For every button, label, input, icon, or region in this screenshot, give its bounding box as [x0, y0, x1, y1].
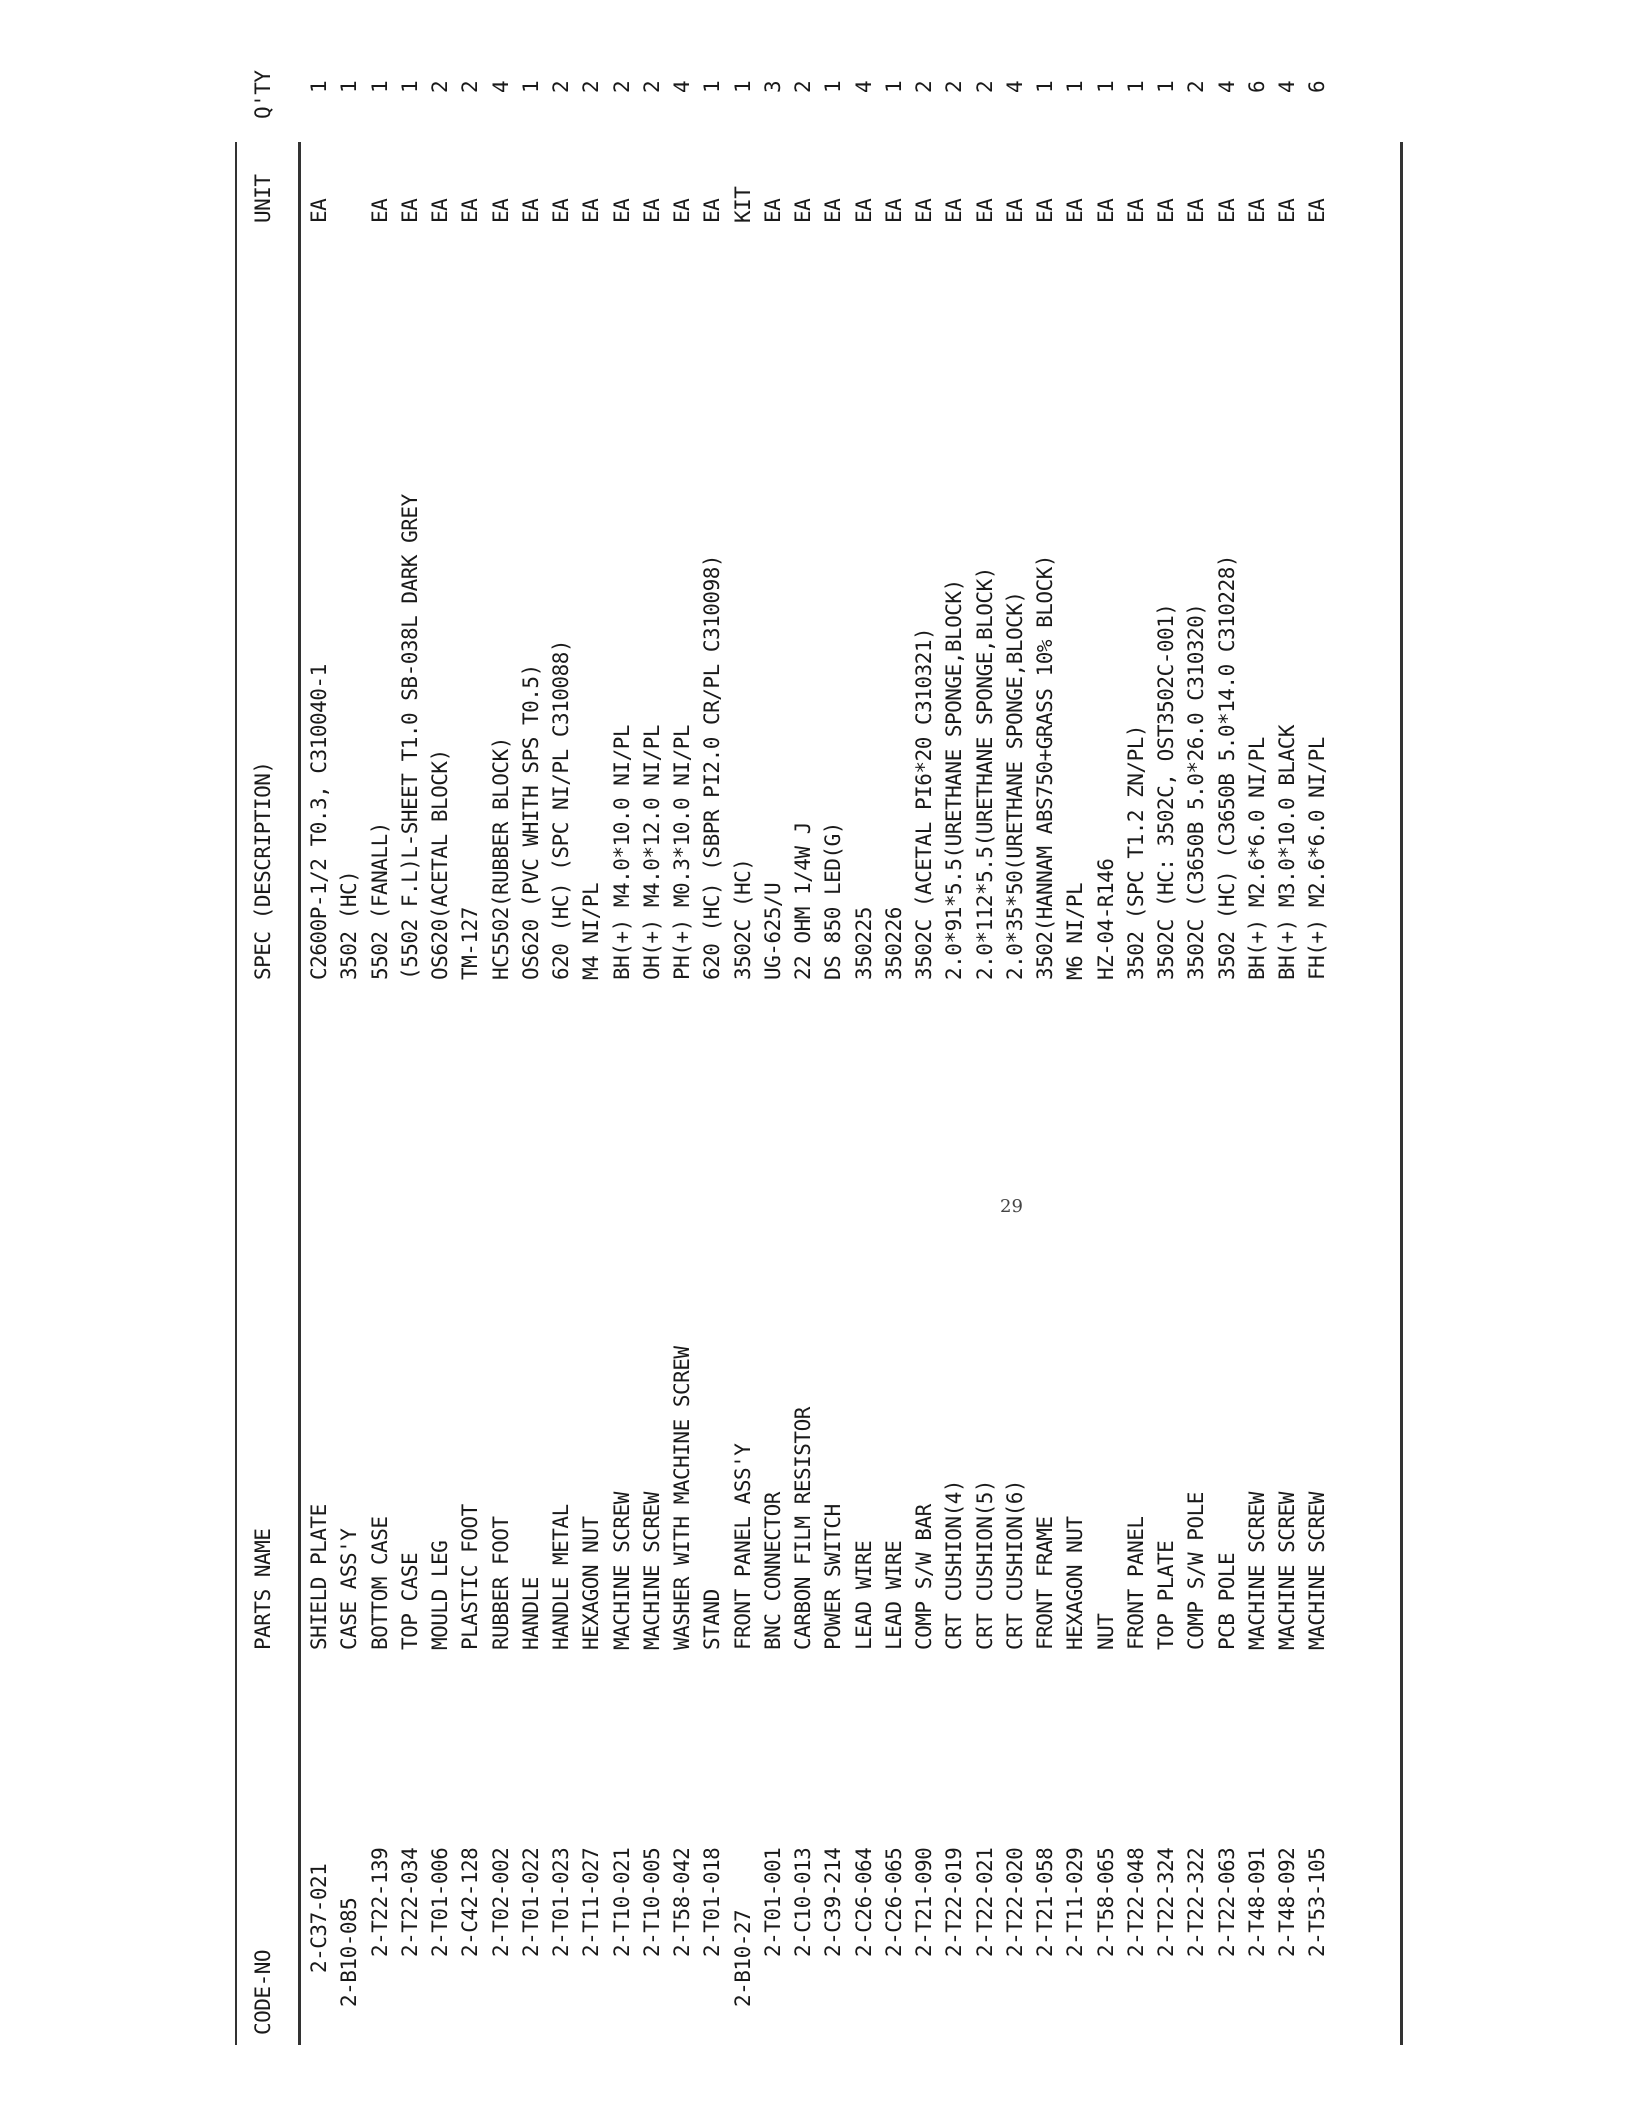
header-parts-name: PARTS NAME — [251, 1528, 275, 1650]
table-row — [576, 80, 606, 2045]
spec-cell: 620 (HC) (SBPR PI2.0 CR/PL C310098) — [700, 554, 725, 980]
parts-name-cell: BNC CONNECTOR — [760, 1492, 785, 1650]
qty-cell: 1 — [881, 80, 906, 93]
qty-cell: 2 — [458, 80, 483, 93]
code-no-cell: 2-T22-324 — [1154, 1847, 1178, 1957]
code-no-cell: 2-T01-023 — [549, 1847, 573, 1957]
parts-name-cell: MOULD LEG — [428, 1540, 452, 1650]
table-row — [425, 80, 455, 2045]
qty-cell: 1 — [821, 80, 846, 93]
spec-cell: 620 (HC) (SPC NI/PL C310088) — [549, 639, 573, 980]
qty-cell: 1 — [1123, 80, 1148, 93]
spec-cell: BH(+) M4.0*10.0 NI/PL — [609, 724, 634, 980]
parts-name-cell: MACHINE SCREW — [639, 1492, 664, 1650]
parts-name-cell: MACHINE SCREW — [1275, 1492, 1299, 1650]
table-row — [1212, 80, 1242, 2045]
qty-cell: 2 — [549, 80, 573, 93]
header-unit: UNIT — [251, 174, 275, 223]
table-row — [1242, 80, 1272, 2045]
code-no-cell: 2-T21-058 — [1033, 1847, 1057, 1957]
parts-name-cell: HEXAGON NUT — [579, 1516, 604, 1650]
unit-cell: EA — [670, 198, 694, 223]
table-row — [788, 80, 818, 2045]
spec-cell: 5502 (FANALL) — [367, 822, 392, 980]
unit-cell: EA — [458, 198, 483, 223]
parts-name-cell: COMP S/W POLE — [1184, 1492, 1209, 1650]
spec-cell: BH(+) M2.6*6.0 NI/PL — [1244, 737, 1269, 980]
unit-cell: EA — [428, 198, 452, 223]
table-row — [909, 80, 939, 2045]
spec-cell: FH(+) M2.6*6.0 NI/PL — [1305, 737, 1330, 980]
spec-cell: OS620 (PVC WHITH SPS T0.5) — [518, 664, 543, 980]
table-row — [1000, 80, 1030, 2045]
parts-name-cell: HANDLE — [518, 1577, 543, 1650]
table-row — [1181, 80, 1211, 2045]
code-no-cell: 2-T21-090 — [912, 1847, 936, 1957]
unit-cell: KIT — [730, 186, 755, 223]
qty-cell: 1 — [337, 80, 362, 93]
parts-name-cell: MACHINE SCREW — [1305, 1492, 1330, 1650]
table-row — [546, 80, 576, 2045]
spec-cell: 3502 (HC) (C3650B 5.0*14.0 C310228) — [1214, 554, 1239, 980]
spec-cell: 350225 — [851, 907, 876, 980]
code-no-cell: 2-T58-042 — [670, 1847, 694, 1957]
qty-cell: 1 — [518, 80, 543, 93]
unit-cell: EA — [700, 198, 725, 223]
spec-cell: C2600P-1/2 T0.3, C310040-1 — [307, 664, 331, 980]
qty-cell: 1 — [1033, 80, 1057, 93]
top-rule — [235, 142, 237, 2045]
parts-name-cell: TOP PLATE — [1154, 1540, 1178, 1650]
spec-cell: 3502(HANNAM ABS750+GRASS 10% BLOCK) — [1033, 554, 1057, 980]
parts-name-cell: CARBON FILM RESISTOR — [791, 1407, 815, 1650]
table-row — [818, 80, 848, 2045]
table-row — [1091, 80, 1121, 2045]
code-no-cell: 2-T22-063 — [1214, 1847, 1239, 1957]
qty-cell: 2 — [428, 80, 452, 93]
unit-cell: EA — [1154, 198, 1178, 223]
code-no-cell: 2-C10-013 — [791, 1847, 815, 1957]
table-row — [1302, 80, 1332, 2045]
spec-cell: 22 OHM 1/4W J — [791, 822, 815, 980]
table-row — [758, 80, 788, 2045]
unit-cell: EA — [1123, 198, 1148, 223]
table-row — [1121, 80, 1151, 2045]
table-row — [637, 80, 667, 2045]
code-no-cell: 2-T48-092 — [1275, 1847, 1299, 1957]
spec-cell: 3502C (ACETAL PI6*20 C310321) — [912, 627, 936, 980]
table-row — [879, 80, 909, 2045]
qty-cell: 3 — [760, 80, 785, 93]
spec-cell: M4 NI/PL — [579, 882, 604, 980]
qty-cell: 2 — [609, 80, 634, 93]
code-no-cell: 2-C26-065 — [881, 1847, 906, 1957]
qty-cell: 4 — [1275, 80, 1299, 93]
unit-cell: EA — [942, 198, 967, 223]
parts-table-body — [304, 80, 1333, 2045]
spec-cell: 3502C (HC: 3502C, OST3502C-001) — [1154, 603, 1178, 980]
page-number: 29 — [1000, 1196, 1023, 1217]
code-no-cell: 2-B10-085 — [337, 1897, 362, 2007]
parts-list-sheet — [232, 70, 1405, 2045]
unit-cell: EA — [1184, 198, 1209, 223]
qty-cell: 1 — [1063, 80, 1088, 93]
code-no-cell: 2-T01-001 — [760, 1847, 785, 1957]
qty-cell: 1 — [307, 80, 331, 93]
parts-name-cell: FRONT PANEL ASS'Y — [730, 1443, 755, 1650]
unit-cell: EA — [881, 198, 906, 223]
parts-name-cell: BOTTOM CASE — [367, 1516, 392, 1650]
spec-cell: HZ-04-R146 — [1093, 858, 1118, 980]
parts-name-cell: RUBBER FOOT — [488, 1516, 513, 1650]
unit-cell: EA — [1002, 198, 1027, 223]
parts-name-cell: CRT CUSHION(6) — [1002, 1479, 1027, 1650]
qty-cell: 2 — [791, 80, 815, 93]
qty-cell: 2 — [579, 80, 604, 93]
code-no-cell: 2-T53-105 — [1305, 1847, 1330, 1957]
spec-cell: OH(+) M4.0*12.0 NI/PL — [639, 724, 664, 980]
unit-cell: EA — [639, 198, 664, 223]
spec-cell: 2.0*35*50(URETHANE SPONGE,BLOCK) — [1002, 591, 1027, 980]
unit-cell: EA — [1033, 198, 1057, 223]
spec-cell: PH(+) M0.3*10.0 NI/PL — [670, 724, 694, 980]
bottom-rule — [1400, 142, 1403, 2045]
spec-cell: DS 850 LED(G) — [821, 822, 846, 980]
qty-cell: 1 — [700, 80, 725, 93]
spec-cell: TM-127 — [458, 907, 483, 980]
code-no-cell: 2-C37-021 — [307, 1863, 331, 1973]
table-row — [1151, 80, 1181, 2045]
header-spec-description: SPEC (DESCRIPTION) — [251, 761, 275, 980]
table-row — [667, 80, 697, 2045]
table-row — [939, 80, 969, 2045]
qty-cell: 2 — [912, 80, 936, 93]
table-row — [970, 80, 1000, 2045]
parts-name-cell: LEAD WIRE — [851, 1540, 876, 1650]
table-row — [849, 80, 879, 2045]
spec-cell: BH(+) M3.0*10.0 BLACK — [1275, 724, 1299, 980]
spec-cell: (5502 F.L)L-SHEET T1.0 SB-038L DARK GREY — [397, 494, 422, 980]
table-row — [304, 80, 334, 2045]
parts-name-cell: STAND — [700, 1589, 725, 1650]
parts-name-cell: PCB POLE — [1214, 1552, 1239, 1650]
code-no-cell: 2-C39-214 — [821, 1847, 846, 1957]
unit-cell: EA — [821, 198, 846, 223]
unit-cell: EA — [488, 198, 513, 223]
code-no-cell: 2-T01-018 — [700, 1847, 725, 1957]
code-no-cell: 2-T22-139 — [367, 1847, 392, 1957]
unit-cell: EA — [367, 198, 392, 223]
qty-cell: 4 — [1002, 80, 1027, 93]
code-no-cell: 2-T02-002 — [488, 1847, 513, 1957]
code-no-cell: 2-B10-27 — [730, 1909, 755, 2007]
unit-cell: EA — [1244, 198, 1269, 223]
table-row — [516, 80, 546, 2045]
code-no-cell: 2-T48-091 — [1244, 1847, 1269, 1957]
parts-name-cell: CRT CUSHION(5) — [972, 1479, 997, 1650]
code-no-cell: 2-T22-020 — [1002, 1847, 1027, 1957]
code-no-cell: 2-T58-065 — [1093, 1847, 1118, 1957]
unit-cell: EA — [1305, 198, 1330, 223]
spec-cell: HC5502(RUBBER BLOCK) — [488, 737, 513, 980]
unit-cell: EA — [791, 198, 815, 223]
qty-cell: 6 — [1305, 80, 1330, 93]
spec-cell: 2.0*91*5.5(URETHANE SPONGE,BLOCK) — [942, 579, 967, 980]
spec-cell: OS620(ACETAL BLOCK) — [428, 749, 452, 980]
qty-cell: 1 — [1093, 80, 1118, 93]
qty-cell: 6 — [1244, 80, 1269, 93]
qty-cell: 1 — [367, 80, 392, 93]
qty-cell: 1 — [1154, 80, 1178, 93]
unit-cell: EA — [912, 198, 936, 223]
code-no-cell: 2-T22-322 — [1184, 1847, 1209, 1957]
parts-name-cell: HANDLE METAL — [549, 1504, 573, 1650]
unit-cell: EA — [579, 198, 604, 223]
qty-cell: 2 — [942, 80, 967, 93]
parts-name-cell: CRT CUSHION(4) — [942, 1479, 967, 1650]
unit-cell: EA — [549, 198, 573, 223]
table-row — [334, 80, 364, 2045]
parts-name-cell: HEXAGON NUT — [1063, 1516, 1088, 1650]
table-row — [607, 80, 637, 2045]
header-rule — [298, 142, 301, 2045]
table-row — [365, 80, 395, 2045]
code-no-cell: 2-C26-064 — [851, 1847, 876, 1957]
code-no-cell: 2-T10-005 — [639, 1847, 664, 1957]
qty-cell: 4 — [851, 80, 876, 93]
spec-cell: 3502C (HC) — [730, 858, 755, 980]
parts-name-cell: MACHINE SCREW — [609, 1492, 634, 1650]
table-row — [1030, 80, 1060, 2045]
spec-cell: 2.0*112*5.5(URETHANE SPONGE,BLOCK) — [972, 567, 997, 980]
code-no-cell: 2-T01-022 — [518, 1847, 543, 1957]
spec-cell: 3502 (HC) — [337, 870, 362, 980]
qty-cell: 2 — [972, 80, 997, 93]
spec-cell: 3502 (SPC T1.2 ZN/PL) — [1123, 724, 1148, 980]
header-qty: Q'TY — [251, 70, 275, 119]
qty-cell: 2 — [1184, 80, 1209, 93]
qty-cell: 4 — [670, 80, 694, 93]
parts-name-cell: NUT — [1093, 1613, 1118, 1650]
parts-name-cell: COMP S/W BAR — [912, 1504, 936, 1650]
code-no-cell: 2-T22-048 — [1123, 1847, 1148, 1957]
parts-name-cell: CASE ASS'Y — [337, 1528, 362, 1650]
table-row — [486, 80, 516, 2045]
unit-cell: EA — [1093, 198, 1118, 223]
spec-cell: 3502C (C3650B 5.0*26.0 C310320) — [1184, 603, 1209, 980]
unit-cell: EA — [397, 198, 422, 223]
qty-cell: 1 — [397, 80, 422, 93]
parts-name-cell: WASHER WITH MACHINE SCREW — [670, 1346, 694, 1650]
code-no-cell: 2-T22-021 — [972, 1847, 997, 1957]
table-row — [697, 80, 727, 2045]
parts-name-cell: TOP CASE — [397, 1552, 422, 1650]
parts-name-cell: SHIELD PLATE — [307, 1504, 331, 1650]
code-no-cell: 2-T11-029 — [1063, 1847, 1088, 1957]
code-no-cell: 2-T01-006 — [428, 1847, 452, 1957]
unit-cell: EA — [972, 198, 997, 223]
qty-cell: 2 — [639, 80, 664, 93]
header-code-no: CODE-NO — [251, 1949, 275, 2035]
parts-name-cell: MACHINE SCREW — [1244, 1492, 1269, 1650]
unit-cell: EA — [518, 198, 543, 223]
qty-cell: 4 — [488, 80, 513, 93]
spec-cell: 350226 — [881, 907, 906, 980]
parts-name-cell: LEAD WIRE — [881, 1540, 906, 1650]
table-row — [728, 80, 758, 2045]
parts-name-cell: PLASTIC FOOT — [458, 1504, 483, 1650]
code-no-cell: 2-T11-027 — [579, 1847, 604, 1957]
parts-name-cell: FRONT PANEL — [1123, 1516, 1148, 1650]
unit-cell: EA — [760, 198, 785, 223]
unit-cell: EA — [1214, 198, 1239, 223]
unit-cell: EA — [609, 198, 634, 223]
table-row — [1060, 80, 1090, 2045]
unit-cell: EA — [851, 198, 876, 223]
table-row — [395, 80, 425, 2045]
qty-cell: 4 — [1214, 80, 1239, 93]
unit-cell: EA — [307, 198, 331, 223]
table-row — [455, 80, 485, 2045]
spec-cell: UG-625/U — [760, 882, 785, 980]
code-no-cell: 2-T10-021 — [609, 1847, 634, 1957]
code-no-cell: 2-T22-019 — [942, 1847, 967, 1957]
code-no-cell: 2-C42-128 — [458, 1847, 483, 1957]
parts-name-cell: POWER SWITCH — [821, 1504, 846, 1650]
unit-cell: EA — [1275, 198, 1299, 223]
table-row — [1272, 80, 1302, 2045]
spec-cell: M6 NI/PL — [1063, 882, 1088, 980]
code-no-cell: 2-T22-034 — [397, 1847, 422, 1957]
parts-name-cell: FRONT FRAME — [1033, 1516, 1057, 1650]
qty-cell: 1 — [730, 80, 755, 93]
unit-cell: EA — [1063, 198, 1088, 223]
